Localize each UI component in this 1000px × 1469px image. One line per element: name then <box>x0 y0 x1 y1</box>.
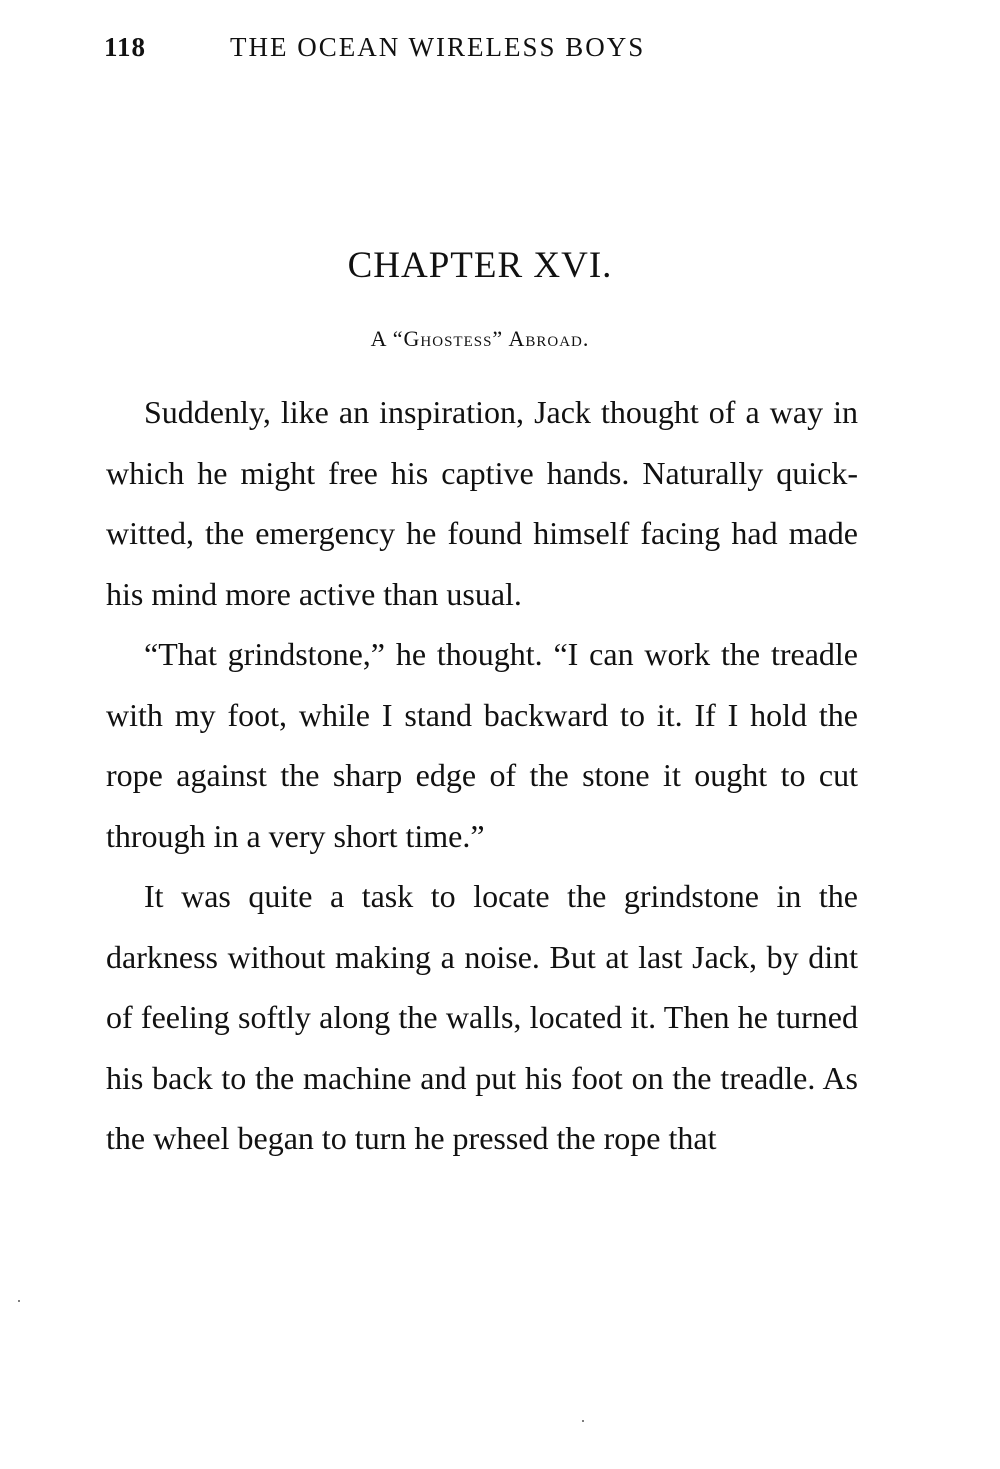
paragraph: It was quite a task to locate the grindstone in the darkness without making a noise. But at last Jack, by dint of feeling softly along the walls, located it. Then he turned his back to the machine and put his foot on the treadle. As the wheel began to turn he pressed the rope that <box>106 878 858 1156</box>
paragraph: “That grindstone,” he thought. “I can work the treadle with my foot, while I stand backward to it. If I hold the rope against the sharp edge of the stone it ought to cut through in a very short time.” <box>106 636 858 854</box>
running-head <box>104 32 744 72</box>
paragraph: Suddenly, like an inspiration, Jack thought of a way in which he might free his captive hands. Naturally quick-witted, the emergency he found himself facing had made his mind more active than usual. <box>106 394 858 612</box>
scan-speck <box>18 1300 20 1302</box>
chapter-title: CHAPTER XVI. <box>347 245 613 286</box>
body-text <box>106 382 858 1169</box>
page-number: 118 <box>104 32 147 62</box>
chapter-subtitle: A “Ghostess” Abroad. <box>370 326 590 351</box>
scan-speck <box>582 1420 584 1422</box>
running-title: THE OCEAN WIRELESS BOYS <box>230 32 646 62</box>
